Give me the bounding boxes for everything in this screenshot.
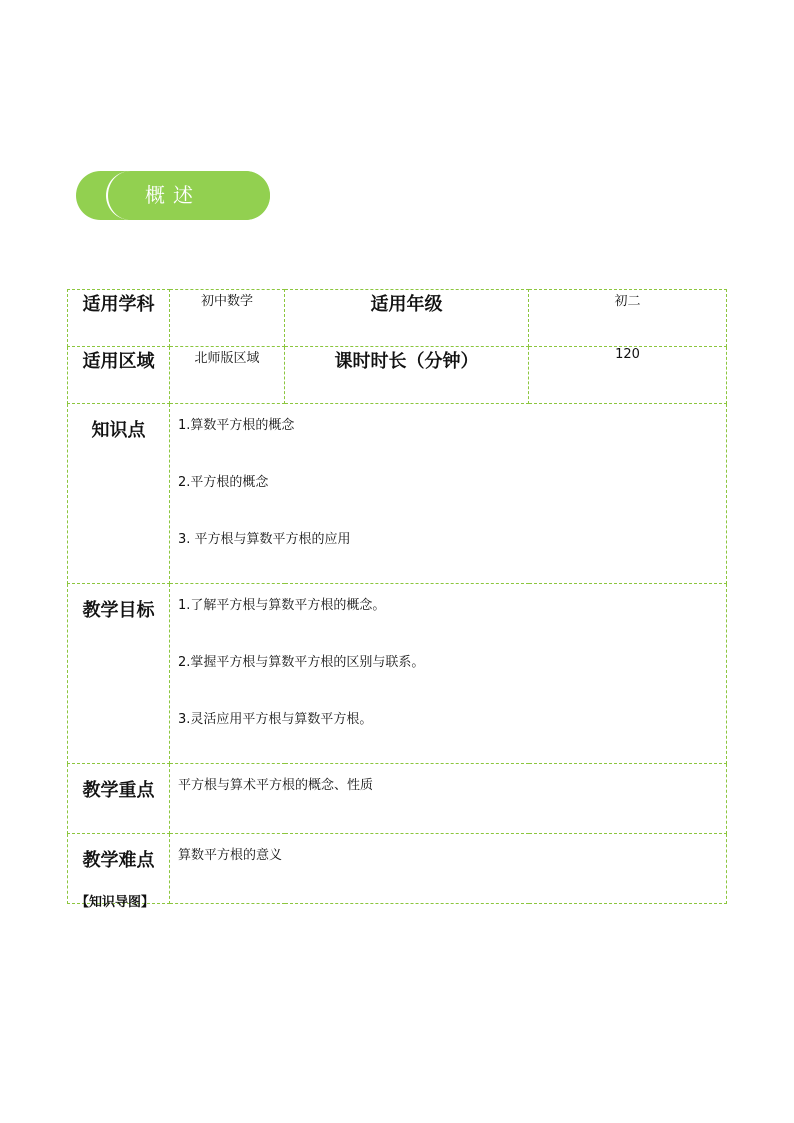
list-item: 2.掌握平方根与算数平方根的区别与联系。: [178, 655, 425, 670]
table-row: [68, 584, 727, 764]
overview-banner: [76, 171, 270, 220]
subject-value: 初中数学: [170, 290, 285, 347]
table-row: [68, 347, 727, 404]
key-point-value: [170, 764, 727, 834]
objective-list: [170, 584, 727, 764]
banner-title: 概述: [145, 183, 201, 207]
grade-value: 初二: [529, 290, 727, 347]
grade-label: 适用年级: [285, 290, 529, 347]
table-row: [68, 290, 727, 347]
list-item: 1.了解平方根与算数平方根的概念。: [178, 598, 386, 613]
course-info-table: [67, 289, 727, 904]
duration-label: 课时时长（分钟）: [285, 347, 529, 404]
list-item: 3. 平方根与算数平方根的应用: [178, 532, 351, 547]
list-item: 2.平方根的概念: [178, 475, 269, 490]
objective-label: 教学目标: [68, 584, 170, 764]
subject-label: 适用学科: [68, 290, 170, 347]
table-row: [68, 404, 727, 584]
table-row: [68, 764, 727, 834]
table-row: [68, 834, 727, 904]
list-item: 算数平方根的意义: [178, 848, 283, 863]
difficulty-value: [170, 834, 727, 904]
list-item: 3.灵活应用平方根与算数平方根。: [178, 712, 373, 727]
region-label: 适用区域: [68, 347, 170, 404]
duration-value: 120: [529, 347, 727, 404]
key-point-label: 教学重点: [68, 764, 170, 834]
knowledge-map-heading: 【知识导图】: [76, 895, 155, 910]
difficulty-label: 教学难点: [68, 834, 170, 904]
list-item: 平方根与算术平方根的概念、性质: [178, 778, 374, 793]
list-item: 1.算数平方根的概念: [178, 418, 295, 433]
knowledge-label: 知识点: [68, 404, 170, 584]
region-value: 北师版区域: [170, 347, 285, 404]
knowledge-list: [170, 404, 727, 584]
